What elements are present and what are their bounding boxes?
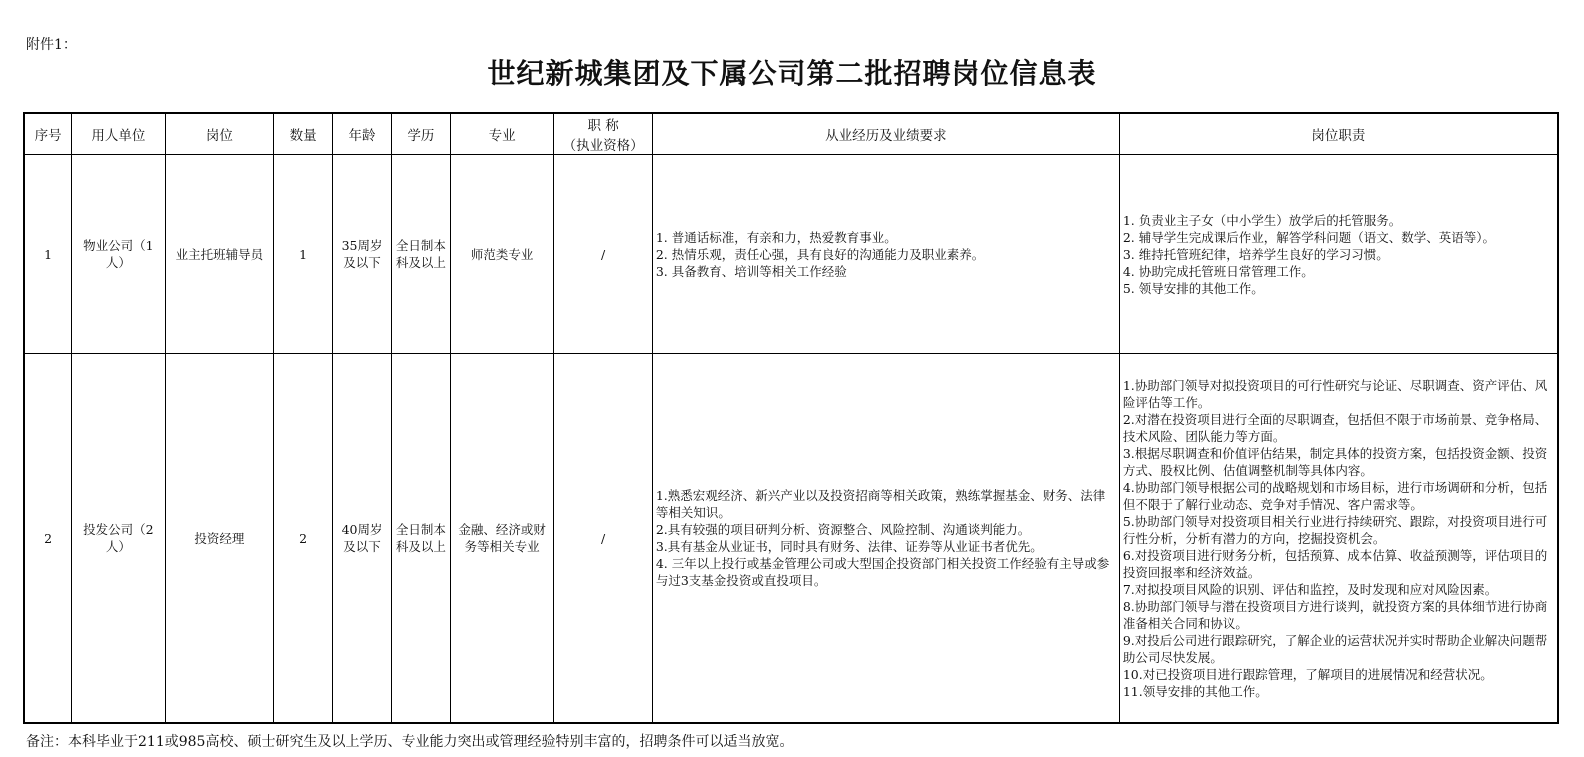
attachment-label: 附件1： [26, 37, 77, 53]
duty-item: 6.对投资项目进行财务分析，包括预算、成本估算、收益预测等，评估项目的投资回报率和经济效益。 [1122, 547, 1548, 580]
experience-item: 1.熟悉宏观经济、新兴产业以及投资招商等相关政策，熟练掌握基金、财务、法律等相关知识。 [655, 488, 1106, 520]
cell-seq: 1 [24, 155, 72, 354]
duty-item: 2.对潜在投资项目进行全面的尽职调查，包括但不限于市场前景、竞争格局、技术风险、团队能力等方面。 [1122, 411, 1548, 444]
page-title: 世纪新城集团及下属公司第二批招聘岗位信息表 [487, 57, 1097, 90]
duty-item: 7.对拟投项目风险的识别、评估和监控，及时发现和应对风险因素。 [1122, 581, 1498, 597]
cell-duty [1119, 155, 1558, 354]
cell-edu: 全日制本科及以上 [391, 155, 450, 354]
duty-item: 3.根据尽职调查和价值评估结果，制定具体的投资方案，包括投资金额、投资方式、股权比例、估值调整机制等具体内容。 [1122, 445, 1548, 478]
cell-qty: 1 [274, 155, 333, 354]
header-qty: 数量 [274, 113, 333, 155]
experience-item: 3.具有基金从业证书，同时具有财务、法律、证券等从业证书者优先。 [655, 539, 1043, 554]
experience-item: 2.具有较强的项目研判分析、资源整合、风险控制、沟通谈判能力。 [655, 522, 1031, 537]
cell-unit: 物业公司（1人） [72, 155, 165, 354]
cell-age: 40周岁及以下 [333, 354, 392, 724]
duty-item: 5.协助部门领导对投资项目相关行业进行持续研究、跟踪，对投资项目进行可行性分析，分析有潜力的方向，挖掘投资机会。 [1122, 513, 1548, 546]
header-cert-line2: （执业资格） [562, 138, 644, 154]
header-cert [554, 113, 652, 155]
experience-item: 3. 具备教育、培训等相关工作经验 [655, 263, 847, 279]
table-row [24, 354, 1558, 724]
duty-item: 4.协助部门领导根据公司的战略规划和市场目标，进行市场调研和分析，包括但不限于了解行业动态、竞争对手情况、客户需求等。 [1122, 479, 1548, 512]
cell-edu: 全日制本科及以上 [391, 354, 450, 724]
table-row [24, 155, 1558, 354]
header-major: 专业 [450, 113, 554, 155]
recruitment-table [23, 112, 1559, 724]
duty-item: 5. 领导安排的其他工作。 [1122, 280, 1264, 296]
header-duty: 岗位职责 [1119, 113, 1558, 155]
cell-experience [652, 354, 1119, 724]
cell-seq: 2 [24, 354, 72, 724]
cell-major: 金融、经济或财务等相关专业 [450, 354, 554, 724]
header-edu: 学历 [391, 113, 450, 155]
header-unit: 用人单位 [72, 113, 165, 155]
duty-item: 8.协助部门领导与潜在投资项目方进行谈判，就投资方案的具体细节进行协商准备相关合同和协议。 [1122, 598, 1548, 631]
header-exp: 从业经历及业绩要求 [652, 113, 1119, 155]
duty-item: 1.协助部门领导对拟投资项目的可行性研究与论证、尽职调查、资产评估、风险评估等工作。 [1122, 377, 1548, 410]
footnote: 备注：本科毕业于211或985高校、硕士研究生及以上学历、专业能力突出或管理经验特别丰富的，招聘条件可以适当放宽。 [26, 734, 794, 750]
header-post: 岗位 [165, 113, 274, 155]
table-header-row [24, 113, 1558, 155]
cell-duty [1119, 354, 1558, 724]
cell-experience [652, 155, 1119, 354]
cell-major: 师范类专业 [450, 155, 554, 354]
cell-post: 投资经理 [165, 354, 274, 724]
header-seq: 序号 [24, 113, 72, 155]
duty-item: 1. 负责业主子女（中小学生）放学后的托管服务。 [1122, 212, 1402, 228]
header-cert-line1: 职 称 [587, 118, 619, 134]
experience-item: 1. 普通话标准，有亲和力，热爱教育事业。 [655, 229, 897, 245]
cell-post: 业主托班辅导员 [165, 155, 274, 354]
experience-item: 2. 热情乐观，责任心强，具有良好的沟通能力及职业素养。 [655, 246, 985, 262]
duty-item: 2. 辅导学生完成课后作业，解答学科问题（语文、数学、英语等）。 [1122, 229, 1496, 245]
cell-age: 35周岁及以下 [333, 155, 392, 354]
cell-unit: 投发公司（2人） [72, 354, 165, 724]
duty-item: 3. 维持托管班纪律，培养学生良好的学习习惯。 [1122, 246, 1389, 262]
cell-cert: / [554, 155, 652, 354]
header-age: 年龄 [333, 113, 392, 155]
cell-cert: / [554, 354, 652, 724]
cell-qty: 2 [274, 354, 333, 724]
duty-item: 10.对已投资项目进行跟踪管理，了解项目的进展情况和经营状况。 [1122, 666, 1493, 682]
duty-item: 4. 协助完成托管班日常管理工作。 [1122, 263, 1314, 279]
experience-item: 4. 三年以上投行或基金管理公司或大型国企投资部门相关投资工作经验有主导或参与过3支基金投资或直投项目。 [655, 556, 1110, 588]
duty-item: 9.对投后公司进行跟踪研究，了解企业的运营状况并实时帮助企业解决问题帮助公司尽快发展。 [1122, 632, 1548, 665]
duty-item: 11.领导安排的其他工作。 [1122, 683, 1268, 699]
